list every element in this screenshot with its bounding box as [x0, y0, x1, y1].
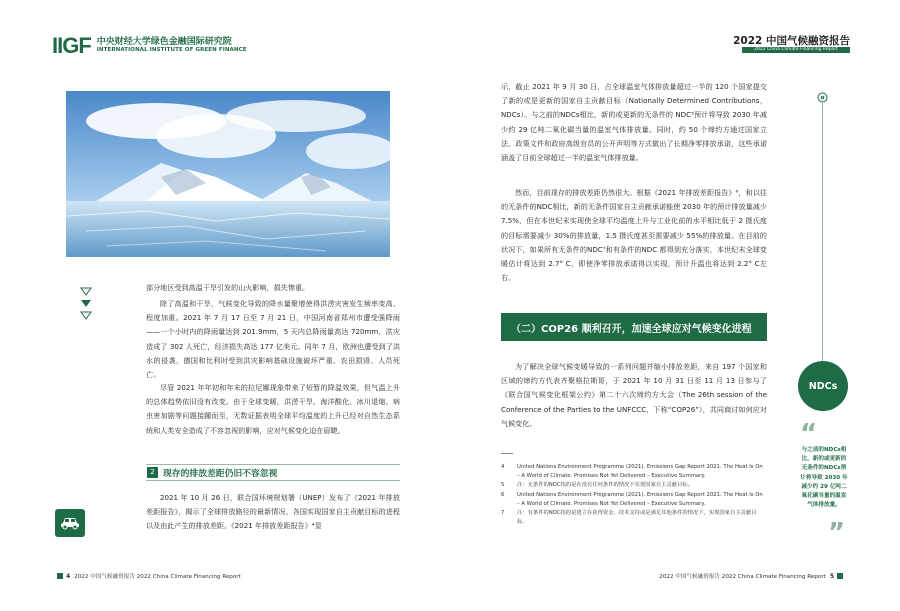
section-heading-cop26: （二）COP26 顺利召开，加速全球应对气候变化进程: [501, 313, 767, 341]
footnote-number: 5: [501, 482, 505, 489]
section-number: 2: [147, 467, 158, 478]
section-title: 现存的排放差距仍旧不容忽视: [163, 469, 278, 479]
report-subtitle: 2022 China Climate Financing Report: [742, 47, 850, 53]
footer-right: [659, 572, 843, 580]
right-paragraph-3: 为了解决全球气候变暖导致的一系列问题并缩小排放差距，来自 197 个国家和区域的缔约方代表齐聚格拉斯哥，于 2021 年 10 月 31 日至 11 月 13 日参与了《联合国气候变化框架公约》第二十六次缔约方大会（The 26th session of the Conference of the Parties to the UNFCCC，下称“COP26”），共同商讨如何应对气候变化。: [501, 362, 767, 428]
footer-left: [57, 572, 241, 580]
open-quote-icon: “: [800, 419, 818, 449]
footnote-number: 4: [501, 464, 505, 470]
footnotes: [501, 463, 767, 527]
iigf-logo: [52, 33, 247, 59]
footnote-text: United Nations Environment Programme (2021). Emissions Gap Report 2021: The Heat Is On – A World of Climate. Promises Not Yet Delivered – Executive Summary.: [517, 464, 763, 480]
footer-left-text: 2022 中国气候融资报告 2022 China Climate Financing Report: [74, 574, 241, 580]
decorative-markers: [78, 286, 94, 326]
right-paragraph-2: 然而，目前现存的排放差距仍然很大。根据《2021 年排放差距报告》⁶，和以往的无条件的NDC相比，新的无条件国家自主贡献承诺能使 2030 年的预计排放量减少 7.5%，但在本世纪末实现使全球平均温度上升与工业化前的水平相比低于 2 摄氏度的目标需要减少 30%的排放量，1.5 摄氏度甚至需要减少 55%的排放量。在目前的状况下，如果所有无条件的NDC⁷和有条件的NDC 都得到充分落实，本世纪末全球变暖估计将达到 2.7° C，即使净零排放承诺得以实现，预计升温也将达到 2.2° C左右。: [501, 188, 767, 283]
left-paragraph-1: 部分地区受到高温干旱引发的山火影响，损失惨重。: [146, 283, 310, 292]
close-quote-icon: ”: [828, 518, 846, 548]
logo-mark: IIGF: [52, 33, 91, 58]
footnote-text: 注：有条件的NDC指的是建立在获得资金、技术支持或是满足其他条件的情况下，实现国家自主贡献目标。: [517, 510, 757, 526]
page-number-right: 5: [829, 572, 834, 580]
page-marker-icon: [57, 573, 63, 579]
left-paragraph-4: 2021 年 10 月 26 日，联合国环境规划署（UNEP）发布了《2021 年排放差距报告》，揭示了全球排放路径的最新情况、各国实现国家自主贡献目标的进程以及由此产生的排放差距。《2021 年排放差距报告》⁴显: [146, 493, 400, 531]
footnote-text: 注：无条件的NDC指的是在没有任何条件的情况下实现国家自主贡献目标。: [517, 482, 693, 489]
logo-en: INTERNATIONAL INSTITUTE OF GREEN FINANCE: [96, 46, 247, 53]
left-paragraph-3: 尽管 2021 年年初和年末的拉尼娜现象带来了短暂的降温效果，但气温上升的总体趋势依旧没有改变。由于全球变暖，洪涝干旱、海洋酸化、冰川退缩、病虫害加剧等问题接踵而至，无数证据表明全球平均温度的上升已经对自然生态系统和人类安全造成了不容忽视的影响，应对气候变化迫在眉睫。: [146, 383, 400, 435]
footnote-number: 7: [501, 510, 505, 517]
car-icon: [60, 516, 80, 530]
right-paragraph-1: 示，截止 2021 年 9 月 30 日，占全球温室气体排放量超过一半的 120 个国家提交了新的或是更新的国家自主贡献目标（Nationally Determined Contributions，NDCs）。与之前的NDCs相比，新的或更新的无条件的 NDC⁵预计将导致 2030 年减少约 29 亿吨二氧化碳当量的温室气体排放量。同时，约 50 个缔约方通过国家立法、政策文件和政府高级官员的公开声明等方式做出了长期净零排放承诺，这些承诺涵盖了目前全球超过一半的温室气体排放量。: [501, 82, 767, 163]
triangle-markers-icon: [78, 286, 94, 326]
page-number-left: 4: [66, 572, 71, 580]
footnote: [501, 463, 767, 481]
footnote-divider: [501, 453, 513, 454]
footnote: [501, 481, 767, 490]
footnote: [501, 491, 767, 509]
logo-text: [97, 38, 247, 53]
left-paragraph-2: 除了高温和干旱，气候变化导致的降水量聚增使得洪涝灾害发生频率变高、程度加重。2021 年 7 月 17 日至 7 月 21 日，中国河南省郑州市遭受强降雨——一个小时内的降雨量达到 201.9mm，5 天内总降雨量高达 720mm，洪灾造成了 302 人死亡，经济损失高达 177 亿美元。同年 7 月，欧洲也遭受到了洪水的侵袭，德国和比利时受到洪灾影响基础设施破坏严重、农田损毁、人员死亡。: [146, 299, 400, 380]
footnote: [501, 509, 767, 527]
logo-cn: 中央财经大学绿色金融国际研究院: [96, 37, 232, 48]
car-icon-box: [55, 509, 85, 537]
footnote-number: 6: [501, 491, 505, 498]
report-title: 2022 中国气候融资报告: [733, 35, 850, 47]
sidebar-line: [822, 96, 823, 361]
page-header: [0, 0, 900, 58]
snowy-mountain-photo: [66, 91, 390, 257]
ndcs-badge: NDCs: [798, 361, 848, 411]
page-marker-icon: [837, 573, 843, 579]
sidebar-note: 与之前的NDCs相比，新的或更新的无条件的NDCs预计将导致 2030 年减少约 29 亿吨二氧化碳当量的温室气体排放量。: [800, 447, 848, 509]
footnote-text: United Nations Environment Programme (2021). Emissions Gap Report 2021: The Heat Is On – A World of Climate. Promises Not Yet Delivered – Executive Summary.: [517, 491, 763, 507]
section-heading-2: [146, 464, 400, 481]
footer-right-text: 2022 中国气候融资报告 2022 China Climate Financing Report: [659, 574, 826, 580]
